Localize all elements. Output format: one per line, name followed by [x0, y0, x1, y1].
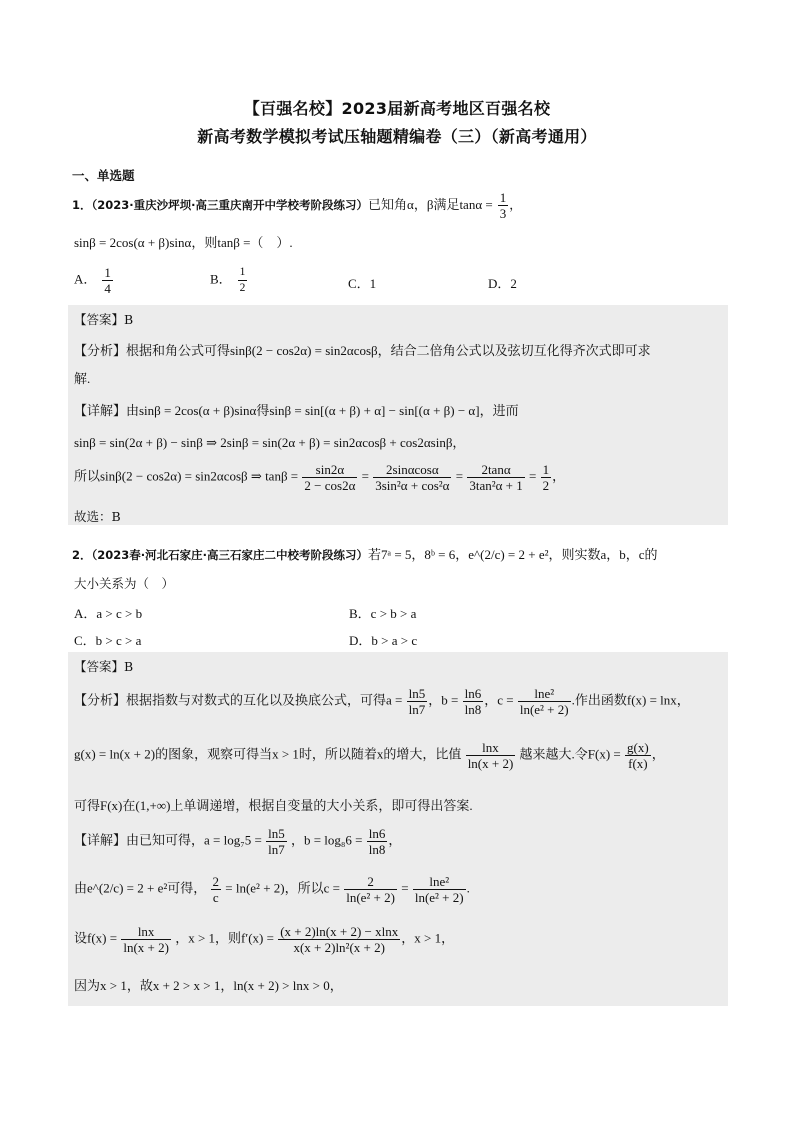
section-heading: 一、单选题	[72, 168, 135, 183]
q1-option-d: D．2	[488, 276, 517, 291]
q1-conclusion: 故选：B	[74, 509, 121, 524]
q2-stem-text: 若7ᵃ = 5，8ᵇ = 6，e^(2/c) = 2 + e²，则实数a，b，c的	[368, 547, 658, 562]
q2-analysis-line2: g(x) = ln(x + 2)的图象，观察可得当x > 1时，所以随着x的增大，比值 $\frac{\ln x}{\ln(x + 2)}$ 越来越大.令F(x) = $\frac{g(x)}{f(x)}$ ，	[74, 740, 665, 771]
q2-detail-line3: 设f(x) = $\frac{\ln x}{\ln(x + 2)}$ ，x > 1，则f′(x) = $\frac{(x + 2)\ln(x + 2) - xlnx}{\text{x(x + 2)ln²(x + 2)}}$ ，x > 1，	[74, 924, 455, 955]
q1-stem-text: 已知角α，β满足tanα =	[368, 197, 493, 212]
q2-option-c: C．b > c > a	[74, 633, 142, 648]
page-title-line2: 新高考数学模拟考试压轴题精编卷（三）（新高考通用）	[197, 127, 597, 146]
q2-answer: 【答案】B	[74, 659, 134, 674]
q1-stem-line2: sinβ = 2cos(α + β)sinα，则tanβ =（ ）.	[74, 235, 293, 250]
q2-option-b: B．c > b > a	[349, 606, 417, 621]
q2-number: 2．	[72, 548, 92, 562]
q1-option-b: B． $\frac{1}{2}$	[210, 266, 246, 294]
q1-source: （2023·重庆沙坪坝·高三重庆南开中学校考阶段练习）	[91, 198, 369, 212]
q2-analysis-line3: 可得F(x)在(1,+∞)上单调递增，根据自变量的大小关系，即可得出答案.	[74, 798, 473, 813]
q2-option-d: D．b > a > c	[349, 633, 418, 648]
q2-source: （2023春·河北石家庄·高三石家庄二中校考阶段练习）	[91, 548, 369, 562]
q2-stem	[72, 544, 658, 563]
q1-number: 1．	[72, 198, 92, 212]
q2-stem-line2: 大小关系为（ ）	[74, 576, 175, 591]
q1-analysis-line2: 解.	[74, 371, 91, 386]
q1-detail-line3: 所以sinβ(2 − cos2α) = sin2αcosβ ⇒ tanβ = $\frac{\sin 2\alpha}{2 - \cos 2\alpha}$ = $\frac{2\sin\alpha\cos\alpha}{\text{3sin²α + cos²α}}$ = $\frac{2\tan\alpha}{\text{3tan²α + 1}}$ = $\frac{1}{2}$ ，	[74, 462, 566, 493]
q2-detail-line4: 因为x > 1，故x + 2 > x > 1，ln(x + 2) > lnx > 0，	[74, 978, 343, 993]
q1-analysis-line1: 【分析】根据和角公式可得sinβ(2 − cos2α) = sin2αcosβ，结合二倍角公式以及弦切互化得齐次式即可求	[74, 343, 651, 358]
q1-stem-fraction: $\frac{1}{3}$	[499, 190, 507, 221]
q2-detail-line1: 【详解】由已知可得，a = log₇5 = $\frac{\ln 5}{\ln 7}$ ，b = log₈6 = $\frac{\ln 6}{\ln 8}$ ，	[74, 826, 402, 857]
q1-option-c: C．1	[348, 276, 377, 291]
q2-option-a: A．a > c > b	[74, 606, 143, 621]
q1-detail-line2: sinβ = sin(2α + β) − sinβ ⇒ 2sinβ = sin(2α + β) = sin2αcosβ + cos2αsinβ，	[74, 435, 466, 450]
q1-option-a: A． $\frac{1}{4}$	[74, 265, 111, 296]
q1-stem: 1．（2023·重庆沙坪坝·高三重庆南开中学校考阶段练习）已知角α，β满足tanα = $\frac{1}{3}$ ，	[72, 190, 522, 221]
q1-answer: 【答案】B	[74, 312, 134, 327]
q2-detail-line2: 由e^(2/c) = 2 + e²可得， $\frac{2}{c}$ = ln(e² + 2)，所以c = $\frac{2}{\text{ln(e² + 2)}}$ = $\frac{\text{lne²}}{\text{ln(e² + 2)}}$ .	[74, 874, 470, 905]
q1-detail-line1: 【详解】由sinβ = 2cos(α + β)sinα得sinβ = sin[(α + β) + α] − sin[(α + β) − α]，进而	[74, 403, 519, 418]
q2-analysis-line1: 【分析】根据指数与对数式的互化以及换底公式，可得a = $\frac{\ln 5}{\ln 7}$ ，b = $\frac{\ln 6}{\ln 8}$ ，c = $\frac{\text{lne²}}{\text{ln(e² + 2)}}$ .作出函数f(x) = lnx，	[74, 686, 690, 717]
page-title-line1: 【百强名校】2023届新高考地区百强名校	[243, 99, 551, 118]
